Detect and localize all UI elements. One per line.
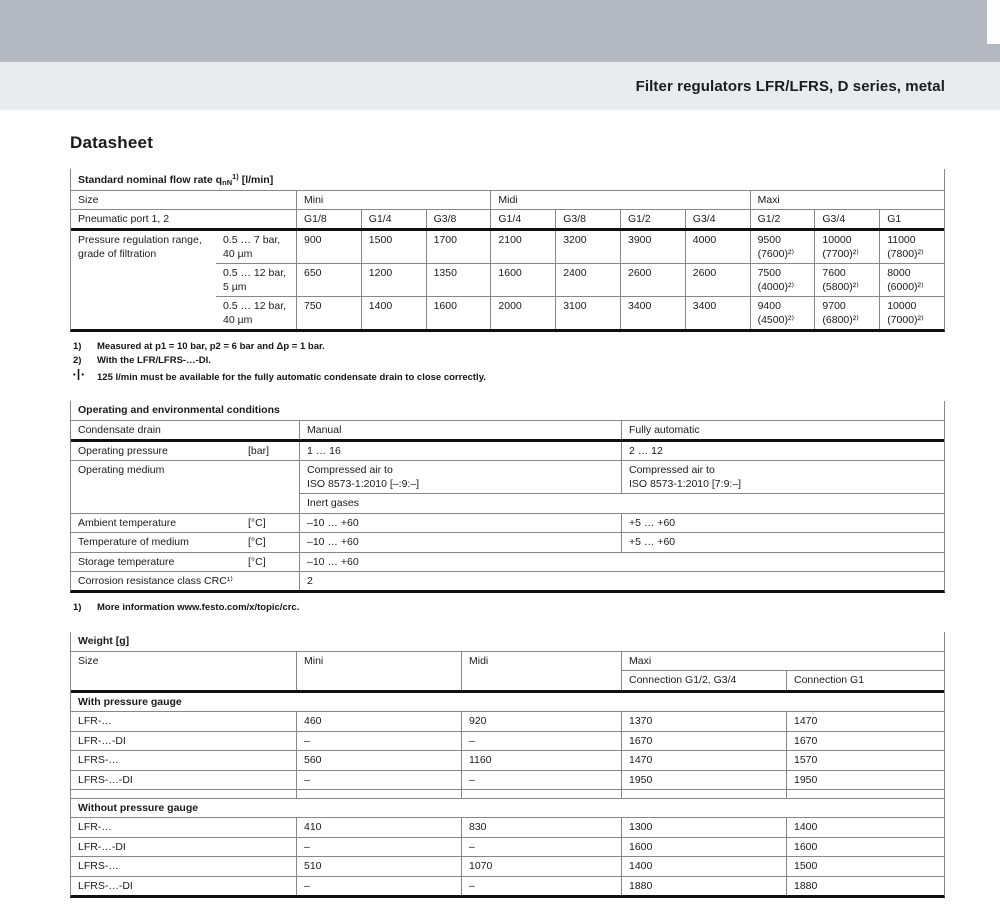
row-label: Corrosion resistance class CRC¹⁾ [71,571,299,590]
flow-port-cell: G1/2 [750,209,815,228]
flow-port-cell: G3/8 [426,209,491,228]
flow-port-cell: G3/8 [555,209,620,228]
weight-value: 1880 [621,876,786,895]
flow-title-subscript: nN [222,178,233,187]
flow-value-cell: 9500 (7600)²⁾ [750,231,815,263]
conditions-header-label: Condensate drain [71,420,299,439]
weight-value: – [296,876,461,895]
footnote-marker: 2) [73,355,82,367]
conditions-footnotes [73,602,945,613]
weight-value: – [296,770,461,789]
weight-value: 1500 [786,856,944,875]
value-inert-gases: Inert gases [299,493,944,512]
flow-port-cell: G1/2 [620,209,685,228]
weight-value: 1670 [786,731,944,750]
weight-value: – [296,837,461,856]
flow-value-cell: 2600 [685,263,750,296]
value-full-width: –10 … +60 [299,552,944,571]
flow-table-title [71,169,944,190]
weight-value: 830 [461,817,621,836]
row-unit: [°C] [241,552,299,571]
weight-row-label: LFR-… [71,711,296,730]
weight-row-label: LFRS-… [71,856,296,875]
weight-value: 1670 [621,731,786,750]
weight-value: 920 [461,711,621,730]
content-area [70,133,945,898]
weight-value: 1570 [786,750,944,769]
flow-value-cell: 10000 (7700)²⁾ [814,231,879,263]
flow-col-size: Size [71,190,296,209]
row-unit: [°C] [241,532,299,551]
row-label: Ambient temperature [71,513,241,532]
weight-value: 560 [296,750,461,769]
weight-value: 1470 [621,750,786,769]
value-auto: Compressed air to ISO 8573-1:2010 [7:9:–] [621,460,944,493]
weight-table [70,632,945,898]
flow-value-cell: 3400 [685,296,750,329]
flow-port-cell: G1/8 [296,209,361,228]
col-fully-automatic: Fully automatic [621,420,944,439]
row-unit: [bar] [248,444,270,457]
weight-value: 1880 [786,876,944,895]
flow-value-cell: 3900 [620,231,685,263]
footnote-line [73,602,945,613]
weight-table-title: Weight [g] [78,635,130,648]
flow-rate-table [70,169,945,332]
weight-row-label: LFRS-…-DI [71,876,296,895]
flow-value-cell: 900 [296,231,361,263]
weight-value: 1950 [621,770,786,789]
value-full-width: 2 [299,571,944,590]
flow-value-cell: 750 [296,296,361,329]
flow-value-cell: 2000 [490,296,555,329]
flow-value-cell: 1700 [426,231,491,263]
footnote-line [73,341,945,352]
row-label: Operating medium [71,460,299,512]
weight-row-label: LFR-… [71,817,296,836]
product-title: Filter regulators LFR/LFRS, D series, metal [635,77,945,95]
weight-row-label: LFRS-…-DI [71,770,296,789]
flow-value-cell: 11000 (7800)²⁾ [879,231,944,263]
weight-col-maxi-sub1: Connection G1/2, G3/4 [621,670,786,689]
weight-col-mini: Mini [296,651,461,690]
weight-value: – [296,731,461,750]
weight-value: 1600 [786,837,944,856]
weight-col-maxi-sub2: Connection G1 [786,670,944,689]
flow-value-cell: 1600 [490,263,555,296]
weight-row-label: LFR-…-DI [71,731,296,750]
flow-port-label: Pneumatic port 1, 2 [71,209,296,228]
page-corner-notch [987,0,1000,44]
value-manual: –10 … +60 [299,532,621,551]
spacer-cell [461,789,621,798]
weight-col-midi: Midi [461,651,621,690]
flow-group-midi: Midi [490,190,749,209]
flow-value-cell: 1400 [361,296,426,329]
col-manual: Manual [299,420,621,439]
flow-value-cell: 7500 (4000)²⁾ [750,263,815,296]
flow-port-cell: G3/4 [814,209,879,228]
flow-port-cell: G1/4 [361,209,426,228]
section-with-pressure-gauge: With pressure gauge [78,695,182,708]
row-label: Temperature of medium [71,532,241,551]
value-auto: 2 … 12 [621,442,944,460]
flow-spec-cell: 0.5 … 12 bar, 5 µm [216,263,296,296]
flow-value-cell: 1200 [361,263,426,296]
weight-value: – [461,876,621,895]
spacer-cell [71,789,296,798]
value-manual: –10 … +60 [299,513,621,532]
flow-title-unit: [l/min] [238,174,274,186]
flow-value-cell: 3400 [620,296,685,329]
flow-value-cell: 9400 (4500)²⁾ [750,296,815,329]
flow-value-cell: 3100 [555,296,620,329]
weight-value: 460 [296,711,461,730]
weight-value: 1470 [786,711,944,730]
weight-col-maxi: Maxi [621,651,944,670]
flow-value-cell: 8000 (6000)²⁾ [879,263,944,296]
weight-value: – [461,770,621,789]
flow-value-cell: 2400 [555,263,620,296]
note-line [73,369,945,383]
row-unit: [°C] [241,513,299,532]
flow-value-cell: 9700 (6800)²⁾ [814,296,879,329]
footnote-text: Measured at p1 = 10 bar, p2 = 6 bar and Δp = 1 bar. [97,341,325,353]
note-text: 125 l/min must be available for the fully automatic condensate drain to close correctly. [97,372,486,384]
flow-value-cell: 2600 [620,263,685,296]
weight-row-label: LFR-…-DI [71,837,296,856]
flow-title-footnote-ref: 1) [232,172,239,181]
footnote-marker: 1) [73,341,82,353]
weight-row-label: LFRS-… [71,750,296,769]
weight-value: 1370 [621,711,786,730]
flow-port-cell: G1/4 [490,209,555,228]
flow-value-cell: 2100 [490,231,555,263]
weight-value: – [461,731,621,750]
weight-col-size: Size [71,651,296,690]
weight-value: 1600 [621,837,786,856]
header-band [0,62,1000,110]
flow-port-cell: G3/4 [685,209,750,228]
value-manual: 1 … 16 [299,442,621,460]
flow-spec-cell: 0.5 … 7 bar, 40 µm [223,234,281,260]
top-band [0,0,1000,62]
spacer-cell [786,789,944,798]
flow-value-cell: 10000 (7000)²⁾ [879,296,944,329]
flow-title-text: Standard nominal flow rate q [78,174,223,186]
weight-value: 1070 [461,856,621,875]
flow-value-cell: 1350 [426,263,491,296]
flow-value-cell: 650 [296,263,361,296]
value-auto: +5 … +60 [621,532,944,551]
spacer-cell [621,789,786,798]
weight-value: – [461,837,621,856]
row-label: Storage temperature [71,552,241,571]
weight-value: 410 [296,817,461,836]
flow-value-cell: 3200 [555,231,620,263]
weight-value: 1400 [621,856,786,875]
weight-value: 510 [296,856,461,875]
flow-port-cell: G1 [879,209,944,228]
section-without-pressure-gauge: Without pressure gauge [71,798,944,817]
spacer-cell [296,789,461,798]
flow-footnotes [73,341,945,383]
flow-value-cell: 7600 (5800)²⁾ [814,263,879,296]
footnote-marker: 1) [73,602,82,614]
weight-value: 1950 [786,770,944,789]
flow-spec-cell: 0.5 … 12 bar, 40 µm [216,296,296,329]
value-manual: Compressed air to ISO 8573-1:2010 [–:9:–] [299,460,621,493]
row-label: Operating pressure [78,444,168,457]
weight-value: 1400 [786,817,944,836]
flow-group-mini: Mini [296,190,490,209]
note-icon [73,369,97,380]
footnote-text: With the LFR/LFRS-…-DI. [97,355,211,367]
weight-value: 1300 [621,817,786,836]
value-auto: +5 … +60 [621,513,944,532]
flow-group-maxi: Maxi [750,190,944,209]
flow-value-cell: 1500 [361,231,426,263]
flow-value-cell: 1600 [426,296,491,329]
flow-row-label: Pressure regulation range, grade of filtration [78,234,202,260]
weight-value: 1160 [461,750,621,769]
page-title: Datasheet [70,133,154,152]
flow-value-cell: 4000 [685,231,750,263]
footnote-text: More information www.festo.com/x/topic/crc. [97,602,300,614]
footnote-line [73,355,945,366]
conditions-table [70,401,945,593]
conditions-table-title: Operating and environmental conditions [78,404,280,417]
